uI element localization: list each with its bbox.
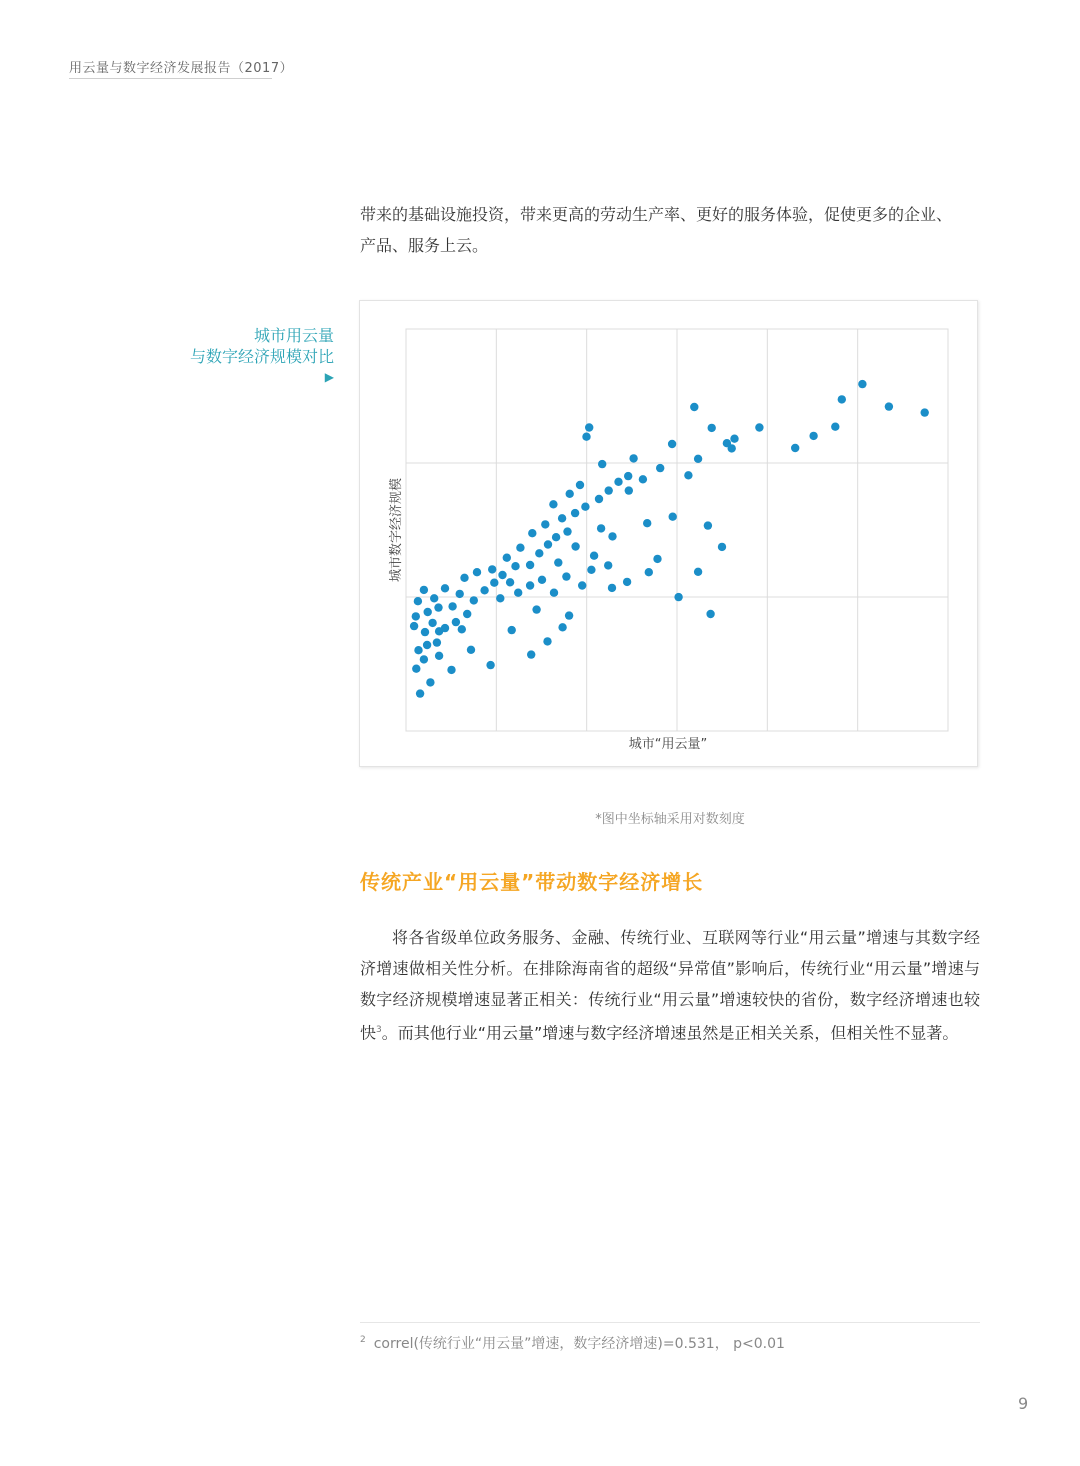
scatter-point	[503, 554, 511, 562]
scatter-point	[730, 435, 738, 443]
scatter-point	[435, 652, 443, 660]
scatter-point	[528, 529, 536, 537]
scatter-point	[885, 402, 893, 410]
scatter-point	[571, 542, 579, 550]
scatter-point	[558, 514, 566, 522]
scatter-point	[414, 646, 422, 654]
scatter-point	[598, 460, 606, 468]
header-rule	[69, 78, 272, 79]
figure-note: *图中坐标轴采用对数刻度	[595, 812, 745, 827]
scatter-point	[791, 444, 799, 452]
scatter-point	[562, 572, 570, 580]
figure-caption-line-2: 与数字经济规模对比	[189, 347, 334, 366]
scatter-point	[535, 549, 543, 557]
scatter-point	[718, 543, 726, 551]
scatter-point	[704, 521, 712, 529]
scatter-point	[706, 610, 714, 618]
scatter-point	[448, 602, 456, 610]
figure-caption-line-1: 城市用云量	[253, 326, 334, 345]
scatter-point	[554, 558, 562, 566]
scatter-point	[921, 408, 929, 416]
scatter-point	[604, 561, 612, 569]
scatter-point	[838, 395, 846, 403]
scatter-point	[508, 626, 516, 634]
scatter-point	[490, 579, 498, 587]
intro-line-1: 带来的基础设施投资，带来更高的劳动生产率、更好的服务体验，促使更多的企业、	[360, 205, 953, 224]
scatter-point	[625, 486, 633, 494]
intro-paragraph	[360, 199, 980, 261]
scatter-point	[541, 520, 549, 528]
scatter-point	[694, 455, 702, 463]
scatter-point	[653, 555, 661, 563]
scatter-point	[590, 552, 598, 560]
scatter-point	[669, 513, 677, 521]
scatter-chart	[360, 301, 977, 766]
scatter-point	[516, 544, 524, 552]
scatter-point	[416, 689, 424, 697]
section-paragraph-text: 将各省级单位政务服务、金融、传统行业、互联网等行业“用云量”增速与其数字经济增速做相关性分析。在排除海南省的超级“异常值”影响后，传统行业“用云量”增速与数字经济规模增速显著正相关：传统行业“用云量”增速较快的省份，数字经济增速也较快	[360, 928, 980, 1043]
scatter-point	[526, 581, 534, 589]
scatter-point	[447, 666, 455, 674]
scatter-point	[566, 490, 574, 498]
scatter-point	[467, 646, 475, 654]
page-number: 9	[1018, 1394, 1029, 1413]
scatter-point	[605, 486, 613, 494]
running-header: 用云量与数字经济发展报告（2017）	[69, 61, 294, 76]
scatter-point	[578, 581, 586, 589]
scatter-point	[498, 571, 506, 579]
scatter-point	[565, 611, 573, 619]
x-axis-label: 城市“用云量”	[628, 737, 708, 752]
scatter-point	[809, 432, 817, 440]
scatter-point	[420, 586, 428, 594]
scatter-point	[426, 678, 434, 686]
scatter-point	[543, 637, 551, 645]
scatter-point	[755, 423, 763, 431]
scatter-point	[614, 478, 622, 486]
scatter-point	[582, 433, 590, 441]
scatter-point	[684, 471, 692, 479]
scatter-point	[441, 584, 449, 592]
scatter-point	[480, 586, 488, 594]
scatter-point	[488, 565, 496, 573]
scatter-point	[423, 641, 431, 649]
scatter-point	[587, 566, 595, 574]
scatter-point	[608, 532, 616, 540]
scatter-point	[424, 608, 432, 616]
scatter-point	[527, 650, 535, 658]
footnote-rule	[360, 1322, 980, 1323]
scatter-point	[674, 593, 682, 601]
scatter-point	[624, 472, 632, 480]
scatter-point	[532, 605, 540, 613]
scatter-point	[549, 500, 557, 508]
scatter-point	[690, 403, 698, 411]
section-paragraph	[360, 922, 980, 1048]
scatter-point	[656, 464, 664, 472]
scatter-point	[486, 661, 494, 669]
scatter-point	[668, 440, 676, 448]
figure-caption	[190, 325, 334, 388]
scatter-point	[506, 578, 514, 586]
scatter-point	[538, 576, 546, 584]
scatter-point	[643, 519, 651, 527]
scatter-point	[858, 380, 866, 388]
footnote-ref: 3	[376, 1025, 382, 1035]
scatter-point	[460, 574, 468, 582]
scatter-point	[456, 590, 464, 598]
scatter-point	[414, 597, 422, 605]
scatter-point	[597, 524, 605, 532]
intro-line-2: 产品、服务上云。	[360, 236, 489, 255]
scatter-point	[526, 561, 534, 569]
scatter-point	[412, 665, 420, 673]
scatter-point	[694, 568, 702, 576]
section-title: 传统产业“用云量”带动数字经济增长	[360, 870, 704, 894]
scatter-point	[552, 533, 560, 541]
scatter-point	[511, 562, 519, 570]
chart-points	[410, 380, 929, 698]
chart-grid	[406, 329, 948, 731]
scatter-point	[595, 495, 603, 503]
scatter-point	[463, 610, 471, 618]
scatter-point	[558, 623, 566, 631]
scatter-point	[708, 424, 716, 432]
scatter-point	[608, 584, 616, 592]
scatter-point	[412, 612, 420, 620]
scatter-point	[473, 568, 481, 576]
scatter-point	[639, 475, 647, 483]
footnote-text: correl(传统行业“用云量”增速，数字经济增速)=0.531， p<0.01	[373, 1336, 785, 1352]
scatter-point	[576, 481, 584, 489]
y-axis-label: 城市数字经济规模	[389, 477, 404, 583]
section-paragraph-tail: 。而其他行业“用云量”增速与数字经济增速虽然是正相关关系，但相关性不显著。	[381, 1023, 959, 1043]
scatter-point	[544, 540, 552, 548]
scatter-point	[441, 624, 449, 632]
scatter-point	[452, 618, 460, 626]
footnote-marker: 2	[360, 1335, 366, 1346]
scatter-point	[728, 444, 736, 452]
scatter-point	[410, 622, 418, 630]
scatter-point	[458, 625, 466, 633]
scatter-point	[581, 503, 589, 511]
scatter-point	[645, 568, 653, 576]
scatter-point	[571, 509, 579, 517]
scatter-point	[563, 527, 571, 535]
scatter-point	[470, 596, 478, 604]
scatter-point	[428, 619, 436, 627]
scatter-point	[434, 603, 442, 611]
scatter-point	[585, 423, 593, 431]
scatter-point	[550, 589, 558, 597]
scatter-point	[420, 655, 428, 663]
scatter-point	[421, 628, 429, 636]
scatter-point	[623, 578, 631, 586]
scatter-point	[433, 638, 441, 646]
scatter-point	[629, 454, 637, 462]
scatter-chart-frame	[359, 300, 978, 767]
scatter-point	[430, 594, 438, 602]
scatter-point	[514, 589, 522, 597]
footnote	[360, 1333, 785, 1353]
scatter-point	[831, 423, 839, 431]
scatter-point	[496, 594, 504, 602]
caption-arrow-icon: ▶	[324, 370, 334, 384]
